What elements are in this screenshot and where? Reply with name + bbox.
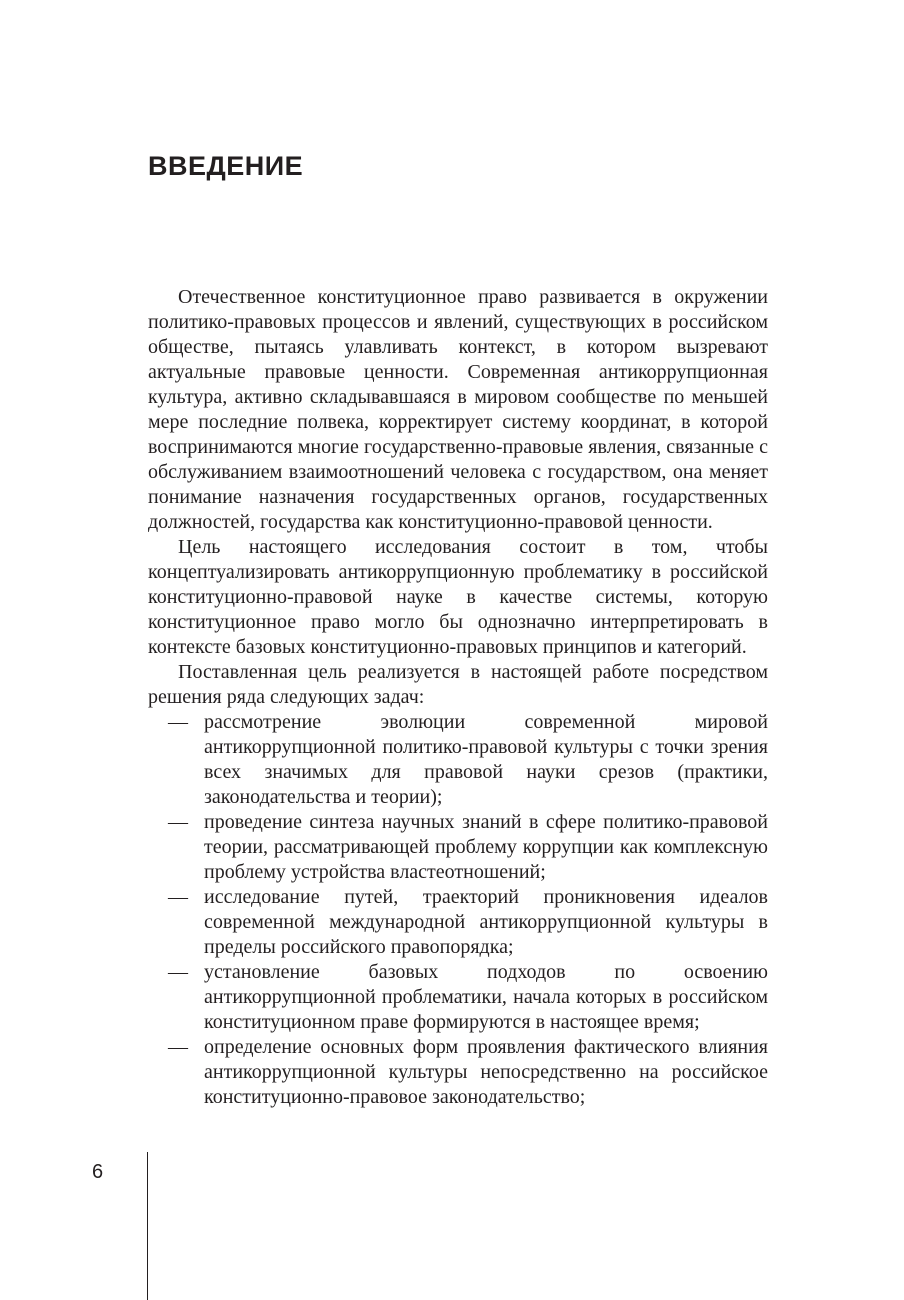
body-text <box>148 285 768 1110</box>
dash-marker: — <box>168 961 188 983</box>
dash-marker: — <box>168 1036 188 1058</box>
dash-marker: — <box>168 711 188 733</box>
dash-marker: — <box>168 811 188 833</box>
goal-paragraph: Цель настоящего исследования состоит в том, чтобы концептуализировать антикоррупционную проблематику в российской конституционно-правовой науке в качестве системы, которую конституционное право могло бы однозначно интерпретировать в контексте базовых конституционно-правовых принципов и категорий. <box>148 536 768 658</box>
page-margin-rule <box>147 1152 148 1300</box>
chapter-title: ВВЕДЕНИЕ <box>148 151 304 181</box>
list-item <box>148 710 768 810</box>
task-list <box>148 710 768 1110</box>
task-text: исследование путей, траекторий проникновения идеалов современной международной антикоррупционной культуры в пределы российского правопорядка; <box>204 886 768 958</box>
list-item <box>148 960 768 1035</box>
tasks-intro-paragraph: Поставленная цель реализуется в настоящей работе посредством решения ряда следующих задач: <box>148 661 768 708</box>
list-item <box>148 1035 768 1110</box>
task-text: проведение синтеза научных знаний в сфере политико-правовой теории, рассматривающей проблему коррупции как комплексную проблему устройства властеотношений; <box>204 811 768 883</box>
list-item <box>148 885 768 960</box>
page-number: 6 <box>92 1161 104 1183</box>
intro-paragraph: Отечественное конституционное право развивается в окружении политико-правовых процессов и явлений, существующих в российском обществе, пытаясь улавливать контекст, в котором вызревают актуальные правовые ценности. Современная антикоррупционная культура, активно складывавшаяся в мировом сообществе по меньшей мере последние полвека, корректирует систему координат, в которой воспринимаются многие государственно-правовые явления, связанные с обслуживанием взаимоотношений человека с государством, она меняет понимание назначения государственных органов, государственных должностей, государства как конституционно-правовой ценности. <box>148 286 768 533</box>
list-item <box>148 810 768 885</box>
dash-marker: — <box>168 886 188 908</box>
task-text: определение основных форм проявления фактического влияния антикоррупционной культуры непосредственно на российское конституционно-правовое законодательство; <box>204 1036 768 1108</box>
task-text: установление базовых подходов по освоению антикоррупционной проблематики, начала которых в российском конституционном праве формируются в настоящее время; <box>204 961 768 1033</box>
task-text: рассмотрение эволюции современной мировой антикоррупционной политико-правовой культуры с точки зрения всех значимых для правовой науки срезов (практики, законодательства и теории); <box>204 711 768 808</box>
